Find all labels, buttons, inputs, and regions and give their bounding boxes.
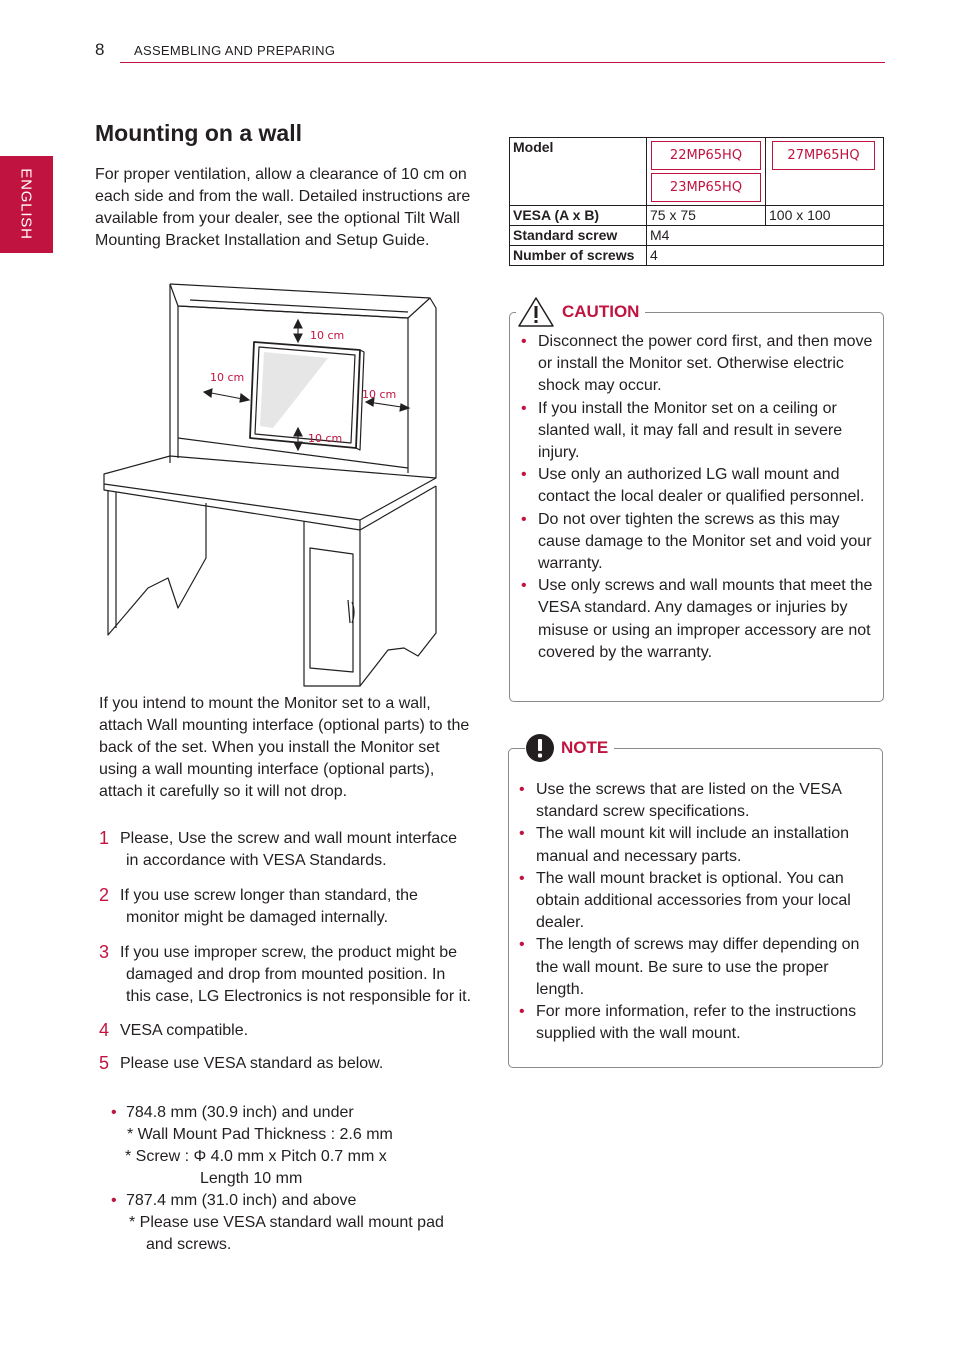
vesa-spec-list <box>111 1102 476 1256</box>
caution-header <box>516 295 645 329</box>
spec-screw-length: Length 10 mm <box>200 1170 303 1187</box>
note-box <box>508 738 883 1068</box>
warning-triangle-icon <box>516 295 556 329</box>
table-row <box>510 246 884 266</box>
step-text: VESA compatible. <box>120 1022 249 1039</box>
model-cell-b <box>766 138 884 206</box>
screw-value: M4 <box>647 226 884 246</box>
model-27-badge: 27MP65HQ <box>772 141 875 170</box>
clearance-left-label: 10 cm <box>210 371 245 384</box>
step-text-continued: in accordance with VESA Standards. <box>126 852 387 869</box>
page-title: Mounting on a wall <box>95 120 302 146</box>
step-number: 3 <box>99 942 110 962</box>
step-item <box>99 942 474 1008</box>
step-item <box>99 828 474 872</box>
list-item: • Use only screws and wall mounts that meet the VESA standard. Any damages or injuries by misuse or using an improper accessory are not covered by the warranty. <box>521 575 876 664</box>
intro-paragraph: For proper ventilation, allow a clearance of 10 cm on each side and from the wall. Detailed instructions are available from your dealer, see the optional Tilt Wall Mounting Bracket Installation and Setup Guide. <box>95 166 471 249</box>
spec-title-large: • 787.4 mm (31.0 inch) and above <box>111 1190 476 1212</box>
step-item <box>99 1020 474 1042</box>
step-text-continued: damaged and drop from mounted position. In this case, LG Electronics is not responsible for it. <box>126 966 472 1005</box>
vesa-value-b: 100 x 100 <box>766 206 884 226</box>
screw-count-value: 4 <box>647 246 884 266</box>
list-item: • If you install the Monitor set on a ceiling or slanted wall, it may fall and result in severe injury. <box>521 398 876 465</box>
step-number: 1 <box>99 828 110 848</box>
note-label: NOTE <box>561 738 609 757</box>
spec-screw: * Screw : Φ 4.0 mm x Pitch 0.7 mm x <box>125 1148 387 1165</box>
spec-large-note: * Please use VESA standard wall mount pad <box>129 1214 444 1231</box>
header-divider <box>120 62 885 63</box>
screw-count-label: Number of screws <box>510 246 647 266</box>
list-item: • For more information, refer to the instructions supplied with the wall mount. <box>519 1001 879 1045</box>
model-label: Model <box>510 138 647 206</box>
list-item: • The length of screws may differ depending on the wall mount. Be sure to use the proper length. <box>519 934 879 1001</box>
language-tab <box>0 156 53 253</box>
spec-pad-thickness: * Wall Mount Pad Thickness : 2.6 mm <box>127 1126 393 1143</box>
section-title: ASSEMBLING AND PREPARING <box>134 43 336 58</box>
screw-label: Standard screw <box>510 226 647 246</box>
list-item: • The wall mount kit will include an installation manual and necessary parts. <box>519 823 879 867</box>
language-label: ENGLISH <box>17 168 35 240</box>
exclamation-circle-icon <box>525 733 555 763</box>
note-header <box>525 733 614 763</box>
vesa-table <box>509 137 884 266</box>
step-number: 2 <box>99 885 110 905</box>
list-item: • The wall mount bracket is optional. You can obtain additional accessories from your local dealer. <box>519 868 879 935</box>
model-cell-a <box>647 138 766 206</box>
step-text: If you use improper screw, the product might be <box>120 944 458 961</box>
vesa-label: VESA (A x B) <box>510 206 647 226</box>
wall-mount-clearance-illustration <box>98 278 443 693</box>
model-23-badge: 23MP65HQ <box>651 173 761 202</box>
caution-list <box>521 331 876 664</box>
step-number: 5 <box>99 1053 110 1073</box>
step-text: If you use screw longer than standard, the <box>120 887 418 904</box>
step-item <box>99 1053 474 1075</box>
vesa-value-a: 75 x 75 <box>647 206 766 226</box>
caution-label: CAUTION <box>562 302 640 321</box>
list-item: • Use only an authorized LG wall mount and contact the local dealer or qualified personnel. <box>521 464 876 508</box>
step-text-continued: monitor might be damaged internally. <box>126 909 389 926</box>
step-text: Please, Use the screw and wall mount interface <box>120 830 458 847</box>
steps-list <box>99 828 474 1075</box>
step-item <box>99 885 474 929</box>
clearance-bottom-label: 10 cm <box>308 432 343 445</box>
caution-box <box>509 302 884 702</box>
list-item: • Do not over tighten the screws as this may cause damage to the Monitor set and void your warranty. <box>521 509 876 576</box>
step-text: Please use VESA standard as below. <box>120 1055 384 1072</box>
model-22-badge: 22MP65HQ <box>651 141 761 170</box>
clearance-right-label: 10 cm <box>362 388 397 401</box>
table-row <box>510 206 884 226</box>
clearance-top-label: 10 cm <box>310 329 345 342</box>
mount-paragraph: If you intend to mount the Monitor set to a wall, attach Wall mounting interface (optional parts) to the back of the set. When you install the Monitor set using a wall mounting interface (optional parts), attach it carefully so it will not drop. <box>99 695 470 800</box>
list-item: • Disconnect the power cord first, and then move or install the Monitor set. Otherwise electric shock may occur. <box>521 331 876 398</box>
list-item: • Use the screws that are listed on the VESA standard screw specifications. <box>519 779 879 823</box>
note-list <box>519 779 879 1045</box>
step-number: 4 <box>99 1020 110 1040</box>
spec-large-note-continued: and screws. <box>146 1236 232 1253</box>
table-row <box>510 138 884 206</box>
table-row <box>510 226 884 246</box>
spec-title-small: • 784.8 mm (30.9 inch) and under <box>111 1102 476 1124</box>
page-number: 8 <box>95 40 105 59</box>
